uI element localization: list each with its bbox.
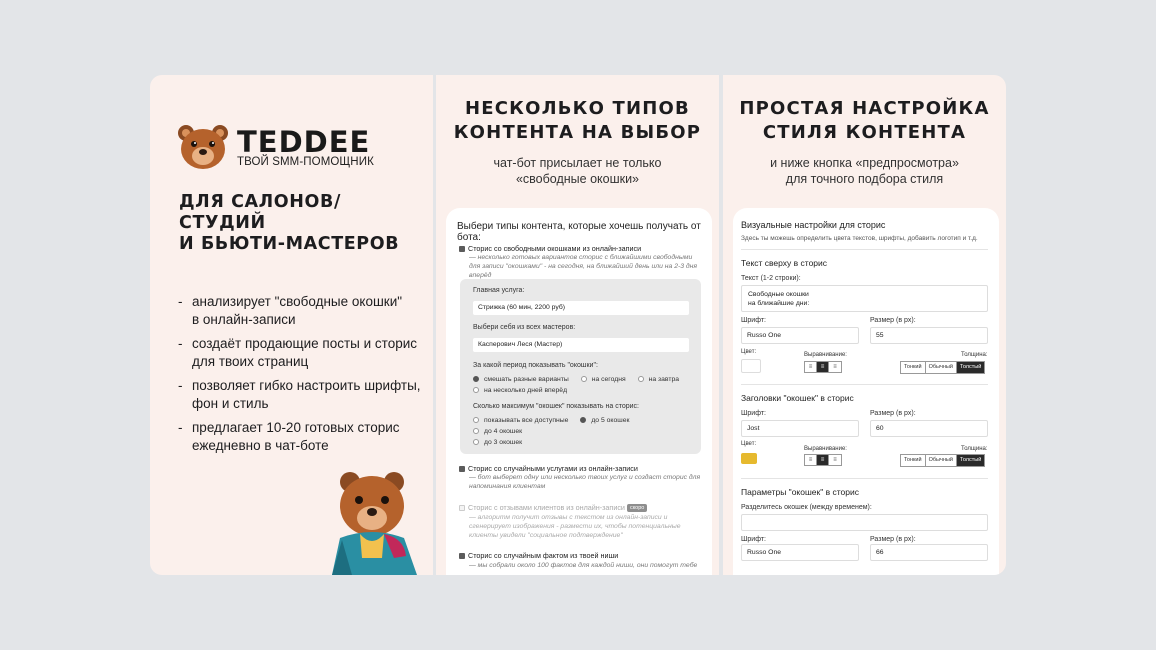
period-radio-group xyxy=(473,374,693,396)
option-description: — несколько готовых вариантов сторис с ближайшими свободными для записи "окошками" - на сегодня, на ближайший день или на 2-3 дня вперёд xyxy=(469,254,698,279)
panel-subtitle-line: и ниже кнопка «предпросмотра» xyxy=(770,156,959,170)
size-label: Размер (в px): xyxy=(870,317,916,324)
logo-tagline: ТВОЙ SMM-ПОМОЩНИК xyxy=(237,155,374,168)
radio-option[interactable]: смешать разные варианты xyxy=(473,376,574,383)
master-label: Выбери себя из всех мастеров: xyxy=(473,324,576,331)
radio-option[interactable]: до 4 окошек xyxy=(473,428,527,435)
section-title: Параметры "окошек" в сторис xyxy=(741,487,859,497)
list-item: - создаёт продающие посты и сторис для твоих страниц xyxy=(178,336,418,369)
font-label: Шрифт: xyxy=(741,410,766,417)
list-item: - позволяет гибко настроить шрифты, фон и стиль xyxy=(178,378,421,411)
style-settings-form xyxy=(733,208,999,575)
size-label: Размер (в px): xyxy=(870,536,916,543)
option-description: — алгоритм получит отзывы с текстом из онлайн-записи и сгенерирует изображения - размести их, чтобы потенциальные клиенты увидели "социальное подтверждение" xyxy=(469,514,681,539)
max-slots-radio-group xyxy=(473,415,693,448)
logo xyxy=(176,123,374,171)
bear-mascot-image xyxy=(322,468,422,575)
divider xyxy=(741,384,988,385)
panel-title xyxy=(723,97,1006,145)
intro-title-line: ДЛЯ САЛОНОВ/СТУДИЙ xyxy=(179,192,341,233)
weight-thin-button[interactable]: Тонкий xyxy=(901,455,926,466)
radio-option[interactable]: показывать все доступные xyxy=(473,417,573,424)
weight-label: Толщина: xyxy=(961,352,988,358)
font-label: Шрифт: xyxy=(741,536,766,543)
list-item: - предлагает 10-20 готовых сторис ежедневно в чат-боте xyxy=(178,420,400,453)
panel-subtitle xyxy=(723,155,1006,187)
color-label: Цвет: xyxy=(741,441,757,447)
align-right-icon[interactable]: ≡ xyxy=(829,455,841,465)
weight-thin-button[interactable]: Тонкий xyxy=(901,362,926,373)
option-random-services[interactable]: Сторис со случайными услугами из онлайн-записи xyxy=(459,464,638,473)
form-title: Визуальные настройки для сторис xyxy=(741,220,886,230)
intro-panel xyxy=(150,75,433,575)
radio-option[interactable]: до 5 окошек xyxy=(580,417,634,424)
align-toggle xyxy=(804,361,842,373)
color-picker[interactable] xyxy=(741,453,757,464)
panel-title-line: ПРОСТАЯ НАСТРОЙКА xyxy=(739,98,990,119)
panel-subtitle xyxy=(436,155,719,187)
panel-subtitle-line: чат-бот присылает не только xyxy=(493,156,662,170)
panel-subtitle-line: «свободные окошки» xyxy=(515,172,640,186)
intro-title-line: И БЬЮТИ-МАСТЕРОВ xyxy=(179,234,400,254)
option-free-slots[interactable]: Сторис со свободными окошками из онлайн-записи xyxy=(459,244,641,253)
top-text-textarea[interactable]: Свободные окошки на ближайшие дни: xyxy=(741,285,988,312)
master-select[interactable]: Касперович Леся (Мастер) xyxy=(473,338,689,352)
form-note: Здесь ты можешь определить цвета текстов, шрифты, добавить логотип и т.д. xyxy=(741,235,978,242)
align-center-icon[interactable]: ≡ xyxy=(817,455,829,465)
intro-title xyxy=(179,192,419,255)
size-label: Размер (в px): xyxy=(870,410,916,417)
form-heading: Выбери типы контента, которые хочешь получать от бота: xyxy=(457,221,701,243)
feature-list xyxy=(178,293,428,461)
checkbox-checked-icon[interactable] xyxy=(459,246,465,252)
weight-label: Толщина: xyxy=(961,446,988,452)
list-item: - анализирует "свободные окошки" в онлайн-записи xyxy=(178,294,403,327)
font-select[interactable]: Russo One xyxy=(741,544,859,561)
radio-option[interactable]: до 3 окошек xyxy=(473,439,527,446)
content-types-form xyxy=(446,208,712,575)
align-left-icon[interactable]: ≡ xyxy=(805,362,817,372)
weight-normal-button[interactable]: Обычный xyxy=(926,362,957,373)
align-right-icon[interactable]: ≡ xyxy=(829,362,841,372)
panel-subtitle-line: для точного подбора стиля xyxy=(785,172,944,186)
size-input[interactable]: 55 xyxy=(870,327,988,344)
section-title: Текст сверху в сторис xyxy=(741,258,828,268)
max-slots-label: Сколько максимум "окошек" показывать на сторис: xyxy=(473,403,639,410)
color-label: Цвет: xyxy=(741,349,757,355)
align-label: Выравнивание: xyxy=(804,352,847,358)
weight-normal-button[interactable]: Обычный xyxy=(926,455,957,466)
separator-label: Разделитесь окошек (между временем): xyxy=(741,504,872,511)
panel-title-line: НЕСКОЛЬКО ТИПОВ xyxy=(465,98,690,119)
weight-toggle xyxy=(900,361,985,374)
weight-toggle xyxy=(900,454,985,467)
checkbox-checked-icon[interactable] xyxy=(459,553,465,559)
period-label: За какой период показывать "окошки": xyxy=(473,362,598,369)
align-toggle xyxy=(804,454,842,466)
weight-bold-button[interactable]: Толстый xyxy=(957,362,984,373)
soon-badge: скоро xyxy=(627,504,647,512)
option-description: — мы собрали около 100 фактов для каждой ниши, они помогут тебе xyxy=(469,562,698,569)
checkbox-disabled-icon xyxy=(459,505,465,511)
size-input[interactable]: 66 xyxy=(870,544,988,561)
panel-title-line: КОНТЕНТА НА ВЫБОР xyxy=(453,122,702,143)
radio-option[interactable]: на сегодня xyxy=(581,376,631,383)
section-title: Заголовки "окошек" в сторис xyxy=(741,393,854,403)
content-types-panel xyxy=(436,75,719,575)
option-description: — бот выберет одну или несколько твоих услуг и создаст сторис для напоминания клиентам xyxy=(469,474,701,490)
font-select[interactable]: Russo One xyxy=(741,327,859,344)
align-label: Выравнивание: xyxy=(804,446,847,452)
font-label: Шрифт: xyxy=(741,317,766,324)
free-slots-settings xyxy=(460,279,701,454)
color-picker[interactable] xyxy=(741,359,761,373)
option-reviews: Сторис с отзывами клиентов из онлайн-записи скоро xyxy=(459,503,647,512)
align-left-icon[interactable]: ≡ xyxy=(805,455,817,465)
font-select[interactable]: Jost xyxy=(741,420,859,437)
divider xyxy=(741,249,988,250)
separator-input[interactable] xyxy=(741,514,988,531)
align-center-icon[interactable]: ≡ xyxy=(817,362,829,372)
radio-option[interactable]: на завтра xyxy=(638,376,684,383)
panel-title xyxy=(436,97,719,145)
divider xyxy=(741,478,988,479)
checkbox-checked-icon[interactable] xyxy=(459,466,465,472)
service-label: Главная услуга: xyxy=(473,287,525,294)
text-label: Текст (1-2 строки): xyxy=(741,275,801,282)
panel-title-line: СТИЛЯ КОНТЕНТА xyxy=(762,122,967,143)
option-random-fact[interactable]: Сторис со случайным фактом из твоей ниши xyxy=(459,551,618,560)
bear-logo-icon xyxy=(176,123,230,171)
style-settings-panel xyxy=(723,75,1006,575)
radio-option[interactable]: на несколько дней вперёд xyxy=(473,387,572,394)
service-select[interactable]: Стрижка (60 мин, 2200 руб) xyxy=(473,301,689,315)
size-input[interactable]: 60 xyxy=(870,420,988,437)
logo-name: TEDDEE xyxy=(237,124,371,159)
weight-bold-button[interactable]: Толстый xyxy=(957,455,984,466)
